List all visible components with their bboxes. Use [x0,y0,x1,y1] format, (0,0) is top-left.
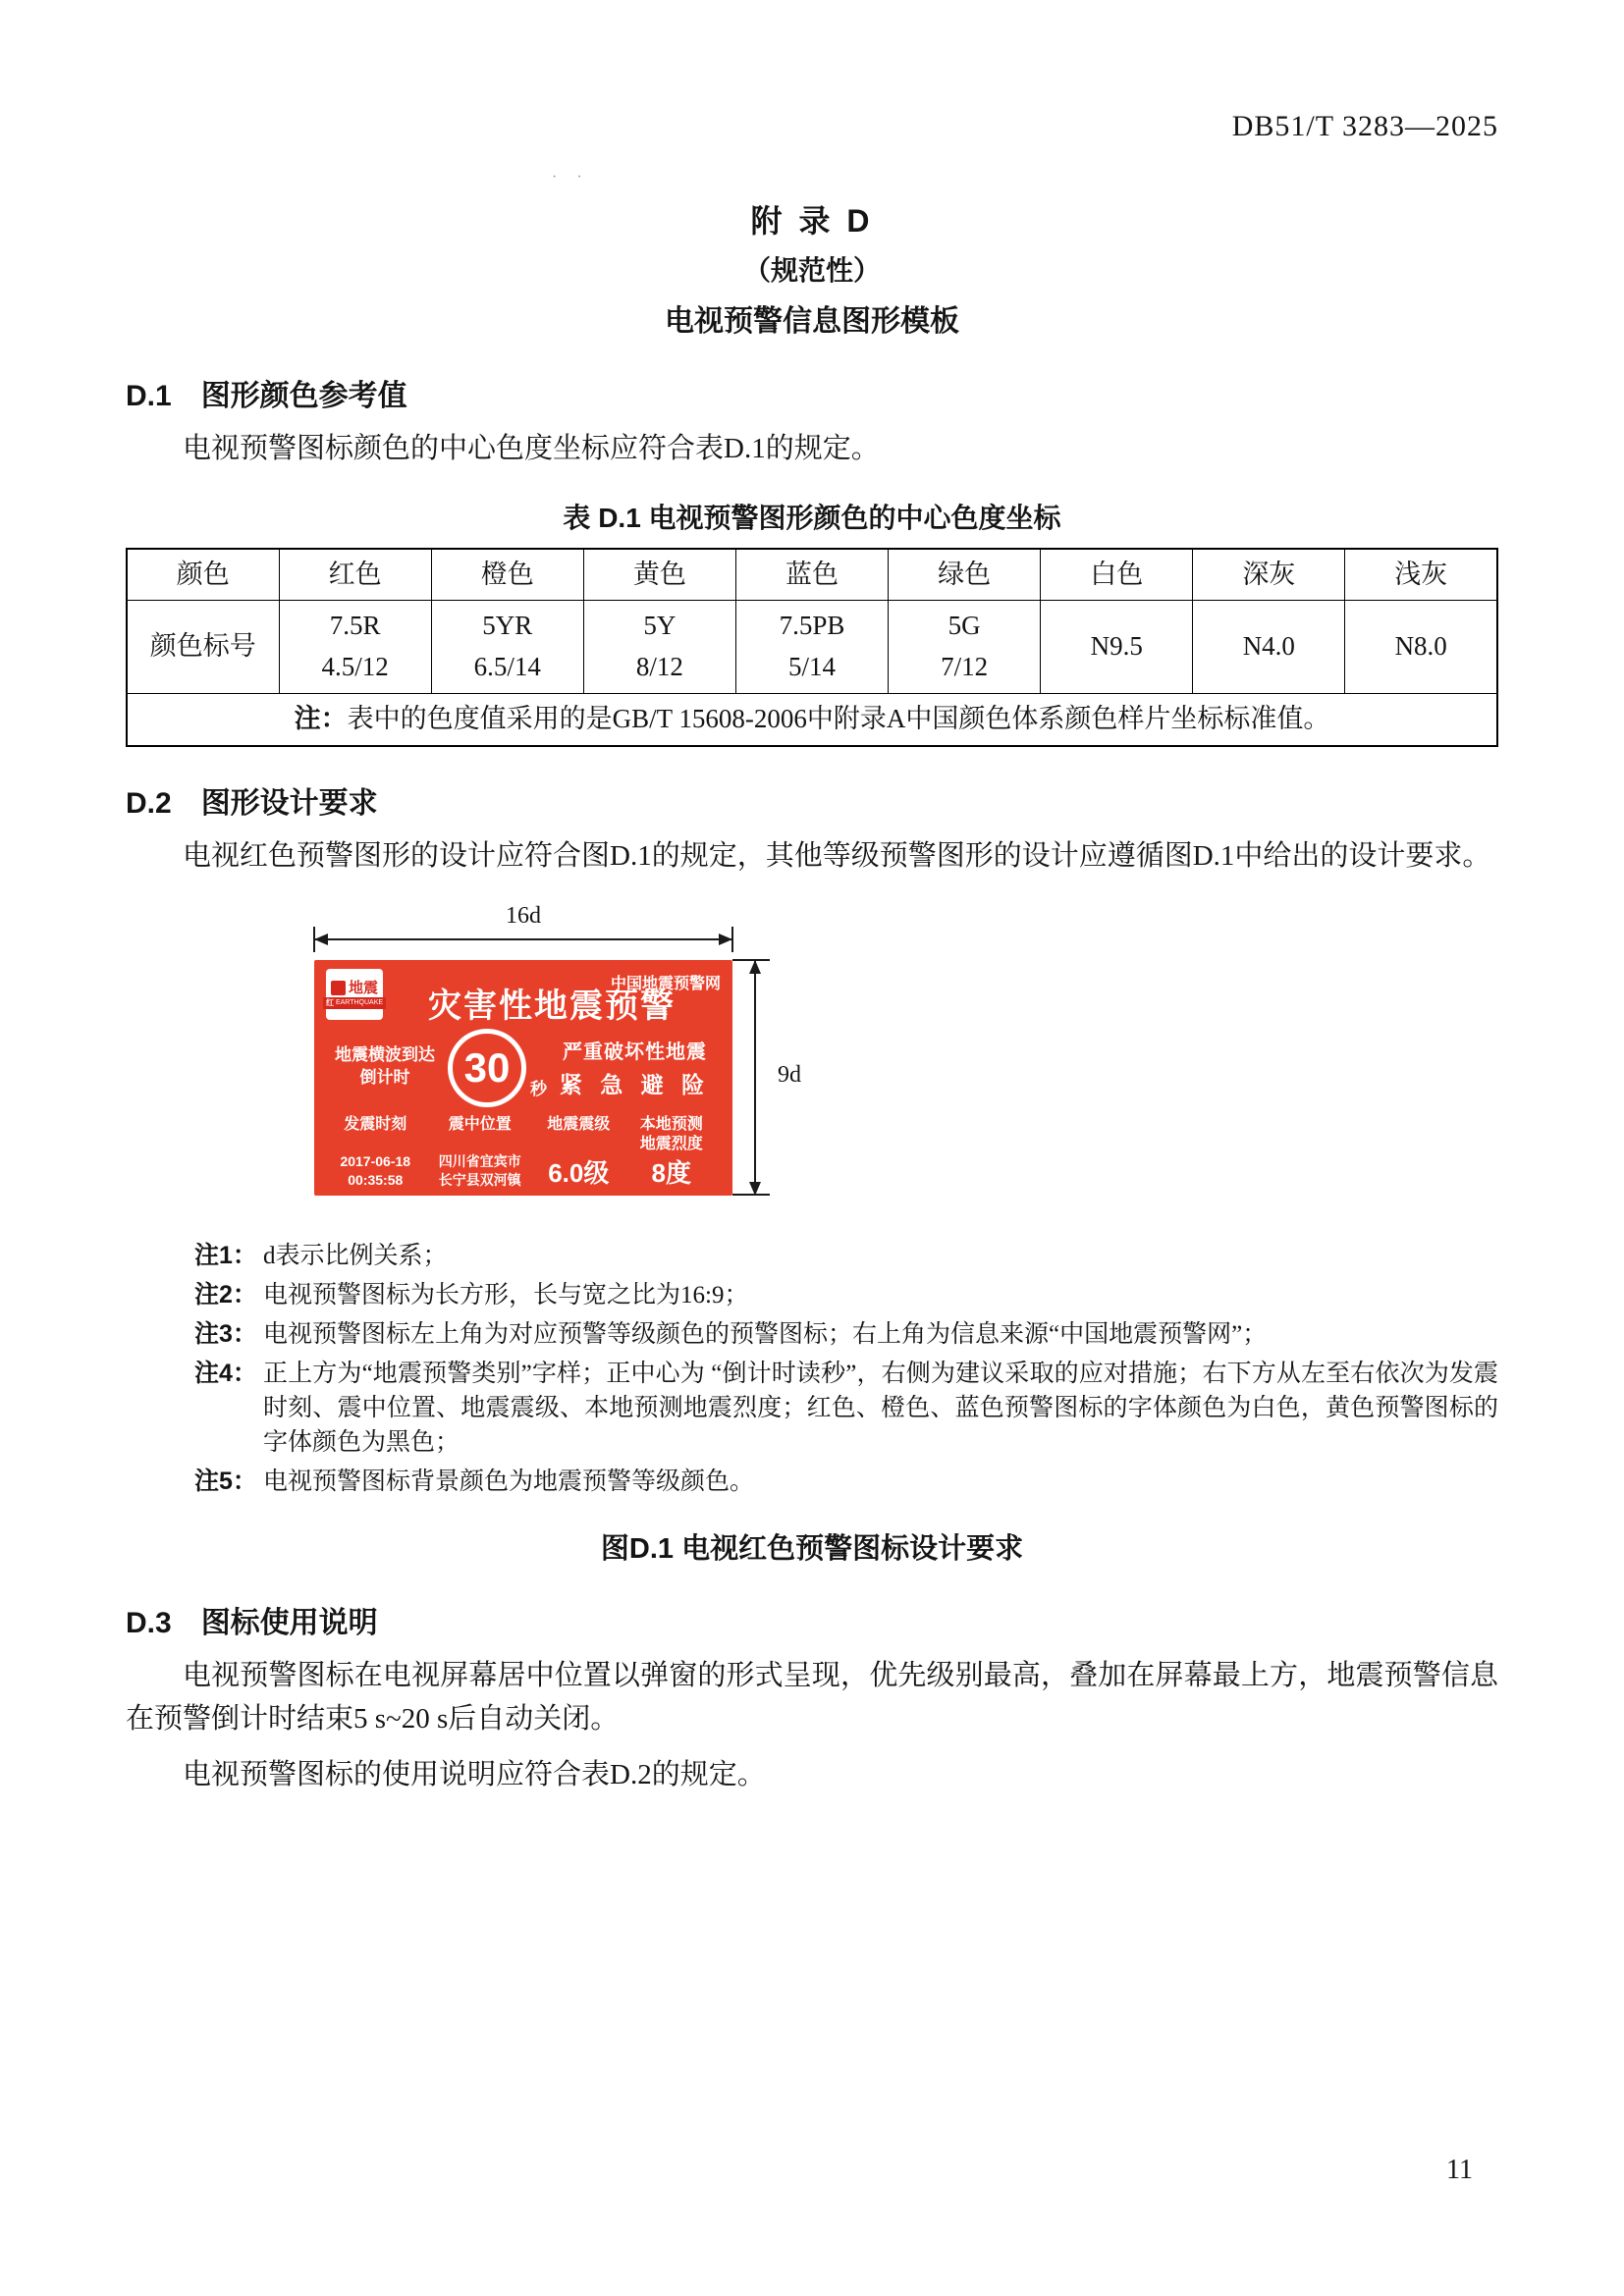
cell-line: 5Y [643,611,677,641]
table-note [127,694,1497,746]
advice-line1: 严重破坏性地震 [563,1041,707,1063]
d3-paragraph-2: 电视预警图标的使用说明应符合表D.2的规定。 [183,1759,766,1791]
card-bottom-row [326,1115,721,1190]
table-header-row [127,549,1497,601]
appendix-normative-label: （规范性） [742,255,881,286]
height-dimension-label: 9d [778,1062,801,1089]
origin-clock-value: 00:35:58 [348,1172,404,1189]
col-header: 红色 [279,549,431,601]
origin-date-value: 2017-06-18 [340,1153,411,1170]
epicenter-column [425,1115,536,1190]
section-d3-number: D.3 [126,1607,172,1640]
table-note-text: 表中的色度值采用的是GB/T 15608-2006中附录A中国颜色体系颜色样片坐标标准值。 [347,704,1330,734]
cell-line: 4.5/12 [321,652,389,682]
scan-artifact: · · [552,169,590,186]
note-item [194,1465,1498,1499]
intensity-label-line1: 本地预测 [639,1116,703,1134]
intensity-label-line2: 地震烈度 [639,1135,703,1152]
cell-line: 8/12 [635,652,683,682]
countdown-circle [448,1029,526,1107]
section-d1-title: 图形颜色参考值 [200,380,407,412]
note-text: 电视预警图标为长方形，长与宽之比为16:9； [263,1282,749,1309]
table-note-label: 注： [294,704,348,734]
table-cell [1041,601,1193,694]
countdown-description [326,1044,444,1090]
col-header: 浅灰 [1345,549,1497,601]
appendix-title: 附 录 D [750,203,874,239]
note-label: 注4： [194,1360,257,1388]
col-header: 黄色 [583,549,735,601]
figure-d1-caption: 图D.1 电视红色预警图标设计要求 [600,1533,1024,1566]
note-item [194,1278,1498,1312]
section-d3-title: 图标使用说明 [200,1607,378,1640]
section-d2-number: D.2 [126,786,172,820]
epicenter-label: 震中位置 [448,1116,512,1134]
cell-line: 5/14 [787,652,836,682]
table-cell [889,601,1041,694]
magnitude-column [535,1115,622,1190]
table-cell [735,601,888,694]
countdown-desc-line2: 倒计时 [359,1068,410,1088]
logo-en-text: EARTHQUAKE [335,999,384,1007]
earthquake-warning-logo-icon [326,969,383,1020]
origin-time-column [326,1115,425,1190]
table-cell [279,601,431,694]
countdown-desc-line1: 地震横波到达 [335,1045,435,1065]
logo-tag: 红 [325,997,334,1007]
origin-time-label: 发震时刻 [344,1116,407,1134]
width-dimension-arrow [314,938,732,940]
width-dimension-label: 16d [506,903,541,930]
warning-type-title: 灾害性地震预警 [428,988,676,1026]
note-text: 正上方为“地震预警类别”字样；正中心为 “倒计时读秒”，右侧为建议采取的应对措施；右下方从左至右依次为发震时刻、震中位置、地震震级、本地预测地震烈度；红色、橙色、蓝色预警图标的字体颜色为白色，黄色预警图标的字体颜色为黑色； [263,1361,1498,1457]
doc-number: DB51/T 3283—2025 [1231,110,1498,142]
note-item [194,1357,1498,1460]
d1-paragraph: 电视预警图标颜色的中心色度坐标应符合表D.1的规定。 [183,433,880,464]
intensity-value: 8度 [651,1158,691,1189]
col-header: 蓝色 [735,549,888,601]
cell-line: 5YR [482,611,533,641]
logo-strip [323,997,386,1009]
col-header: 白色 [1041,549,1193,601]
table-cell [583,601,735,694]
epicenter-value-line2: 长宁县双河镇 [438,1172,521,1189]
note-label: 注5： [194,1468,257,1496]
cell-line: 6.5/14 [473,652,541,682]
dimension-tick [732,959,770,961]
epicenter-value-line1: 四川省宜宾市 [438,1153,521,1170]
table-data-row [127,601,1497,694]
cell-line: N4.0 [1242,631,1295,662]
table-note-row [127,694,1497,746]
note-label: 注1： [194,1242,257,1270]
col-header: 绿色 [889,549,1041,601]
cell-line: 5G [947,611,981,641]
cell-line: N9.5 [1090,631,1143,662]
logo-mark-icon [331,981,346,995]
countdown-seconds-value: 30 [463,1044,511,1092]
magnitude-value: 6.0级 [548,1158,610,1189]
note-text: 电视预警图标背景颜色为地震预警等级颜色。 [263,1468,755,1496]
section-d1-number: D.1 [126,380,172,412]
intensity-label [622,1115,721,1152]
cell-line: 7.5R [329,611,381,641]
card-middle-row [326,1027,721,1107]
col-header: 颜色 [127,549,279,601]
section-d2-title: 图形设计要求 [200,786,378,820]
note-text: d表示比例关系； [263,1243,448,1270]
tv-warning-card [314,960,732,1196]
dimension-tick [313,927,315,952]
seconds-unit-label: 秒 [530,1080,547,1099]
table-cell [431,601,583,694]
note-item [194,1317,1498,1352]
d3-paragraph-1: 电视预警图标在电视屏幕居中位置以弹窗的形式呈现，优先级别最高，叠加在屏幕最上方，地震预警信息在预警倒计时结束5 s~20 s后自动关闭。 [126,1660,1498,1735]
d2-paragraph: 电视红色预警图形的设计应符合图D.1的规定，其他等级预警图形的设计应遵循图D.1中给出的设计要求。 [183,839,1491,872]
section-d3-heading [126,1598,1498,1641]
intensity-column [622,1115,721,1190]
page-number: 11 [1446,2155,1473,2185]
note-text: 电视预警图标左上角为对应预警等级颜色的预警图标；右上角为信息来源“中国地震预警网”； [263,1321,1268,1349]
appendix-title-block [126,196,1498,340]
info-source: 中国地震预警网 [610,976,721,993]
col-header: 深灰 [1193,549,1345,601]
advice-block [549,1036,721,1099]
table-cell [1193,601,1345,694]
magnitude-label: 地震震级 [547,1116,611,1134]
section-d1-heading [126,371,1498,414]
note-label: 注3： [194,1320,257,1349]
figure-d1 [126,903,1498,1221]
table-d1-caption: 表 D.1 电视预警图形颜色的中心色度坐标 [563,502,1061,533]
row-label: 颜色标号 [127,601,279,694]
cell-line: 7/12 [941,652,989,682]
note-item [194,1239,1498,1273]
dimension-tick [732,1194,770,1196]
logo-top [331,981,378,995]
section-d2-heading [126,778,1498,822]
height-dimension-arrow [754,960,756,1196]
card-top-row [326,969,721,1027]
figure-notes [194,1239,1498,1499]
cell-line: 7.5PB [779,611,845,641]
note-label: 注2： [194,1281,257,1309]
cell-line: N8.0 [1394,631,1447,662]
dimension-tick [731,927,733,952]
table-cell [1345,601,1497,694]
table-d1 [126,548,1498,747]
appendix-subtitle: 电视预警信息图形模板 [665,305,959,338]
advice-line2: 紧 急 避 险 [559,1071,711,1097]
col-header: 橙色 [431,549,583,601]
logo-cn-text: 地震 [348,979,378,996]
